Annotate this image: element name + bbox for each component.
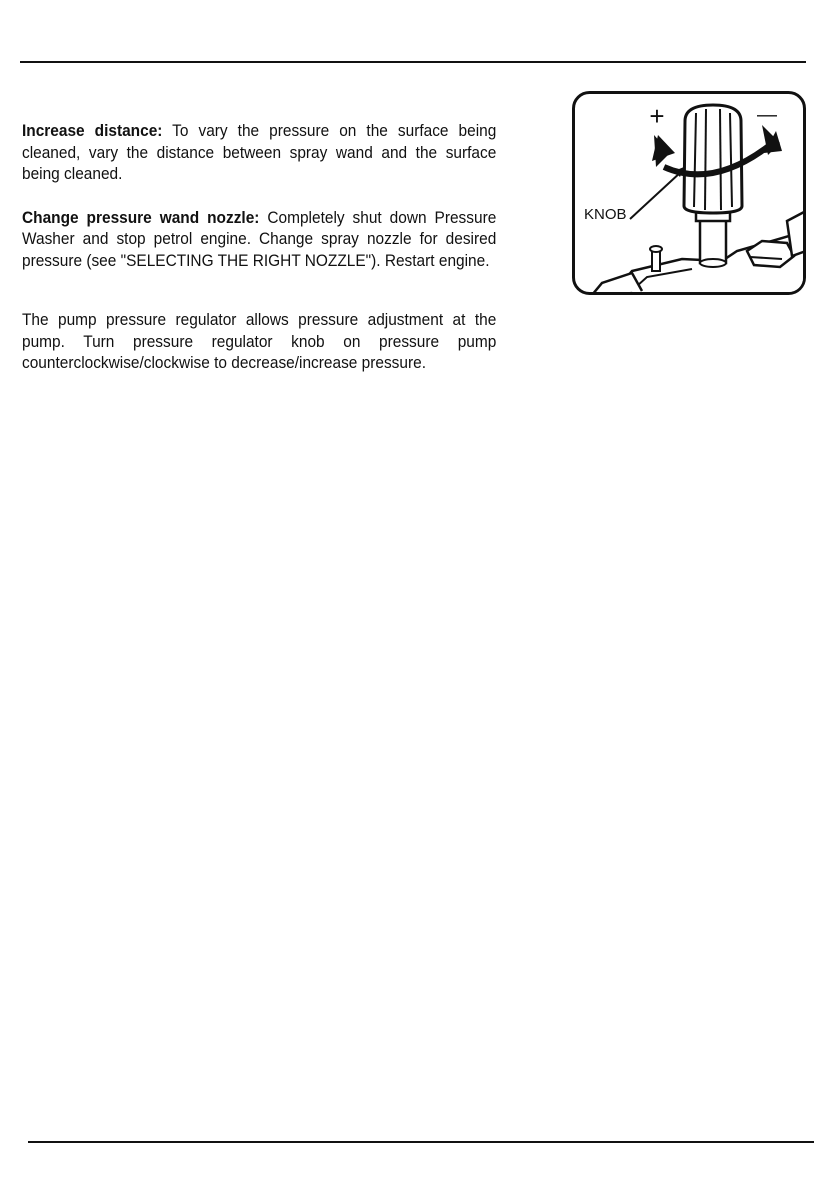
regulator-paragraph — [22, 309, 496, 374]
minus-label: — — [757, 104, 777, 126]
increase-distance-heading: Increase distance: — [22, 121, 163, 140]
increase-distance-body: To vary the pressure on the surface being cleaned, vary the distance between spray wand and the surface being cleaned. — [22, 121, 497, 183]
increase-distance-paragraph — [22, 120, 496, 185]
knob-label: KNOB — [584, 206, 627, 223]
knob-illustration — [572, 91, 806, 295]
regulator-body: The pump pressure regulator allows pressure adjustment at the pump. Turn pressure regulator knob on pressure pump counterclockwise/clockwise to decrease/increase pressure. — [22, 310, 497, 372]
change-nozzle-body: Completely shut down Pressure Washer and stop petrol engine. Change spray nozzle for desired pressure (see "SELECTING THE RIGHT NOZZLE"). Restart engine. — [22, 207, 497, 270]
plus-label: + — [649, 101, 665, 131]
top-rule — [20, 61, 806, 63]
change-nozzle-paragraph — [22, 207, 496, 272]
instructions-text — [22, 120, 496, 374]
change-nozzle-heading: Change pressure wand nozzle: — [22, 207, 260, 227]
pressure-knob-figure — [572, 91, 806, 295]
bottom-rule — [28, 1141, 814, 1143]
